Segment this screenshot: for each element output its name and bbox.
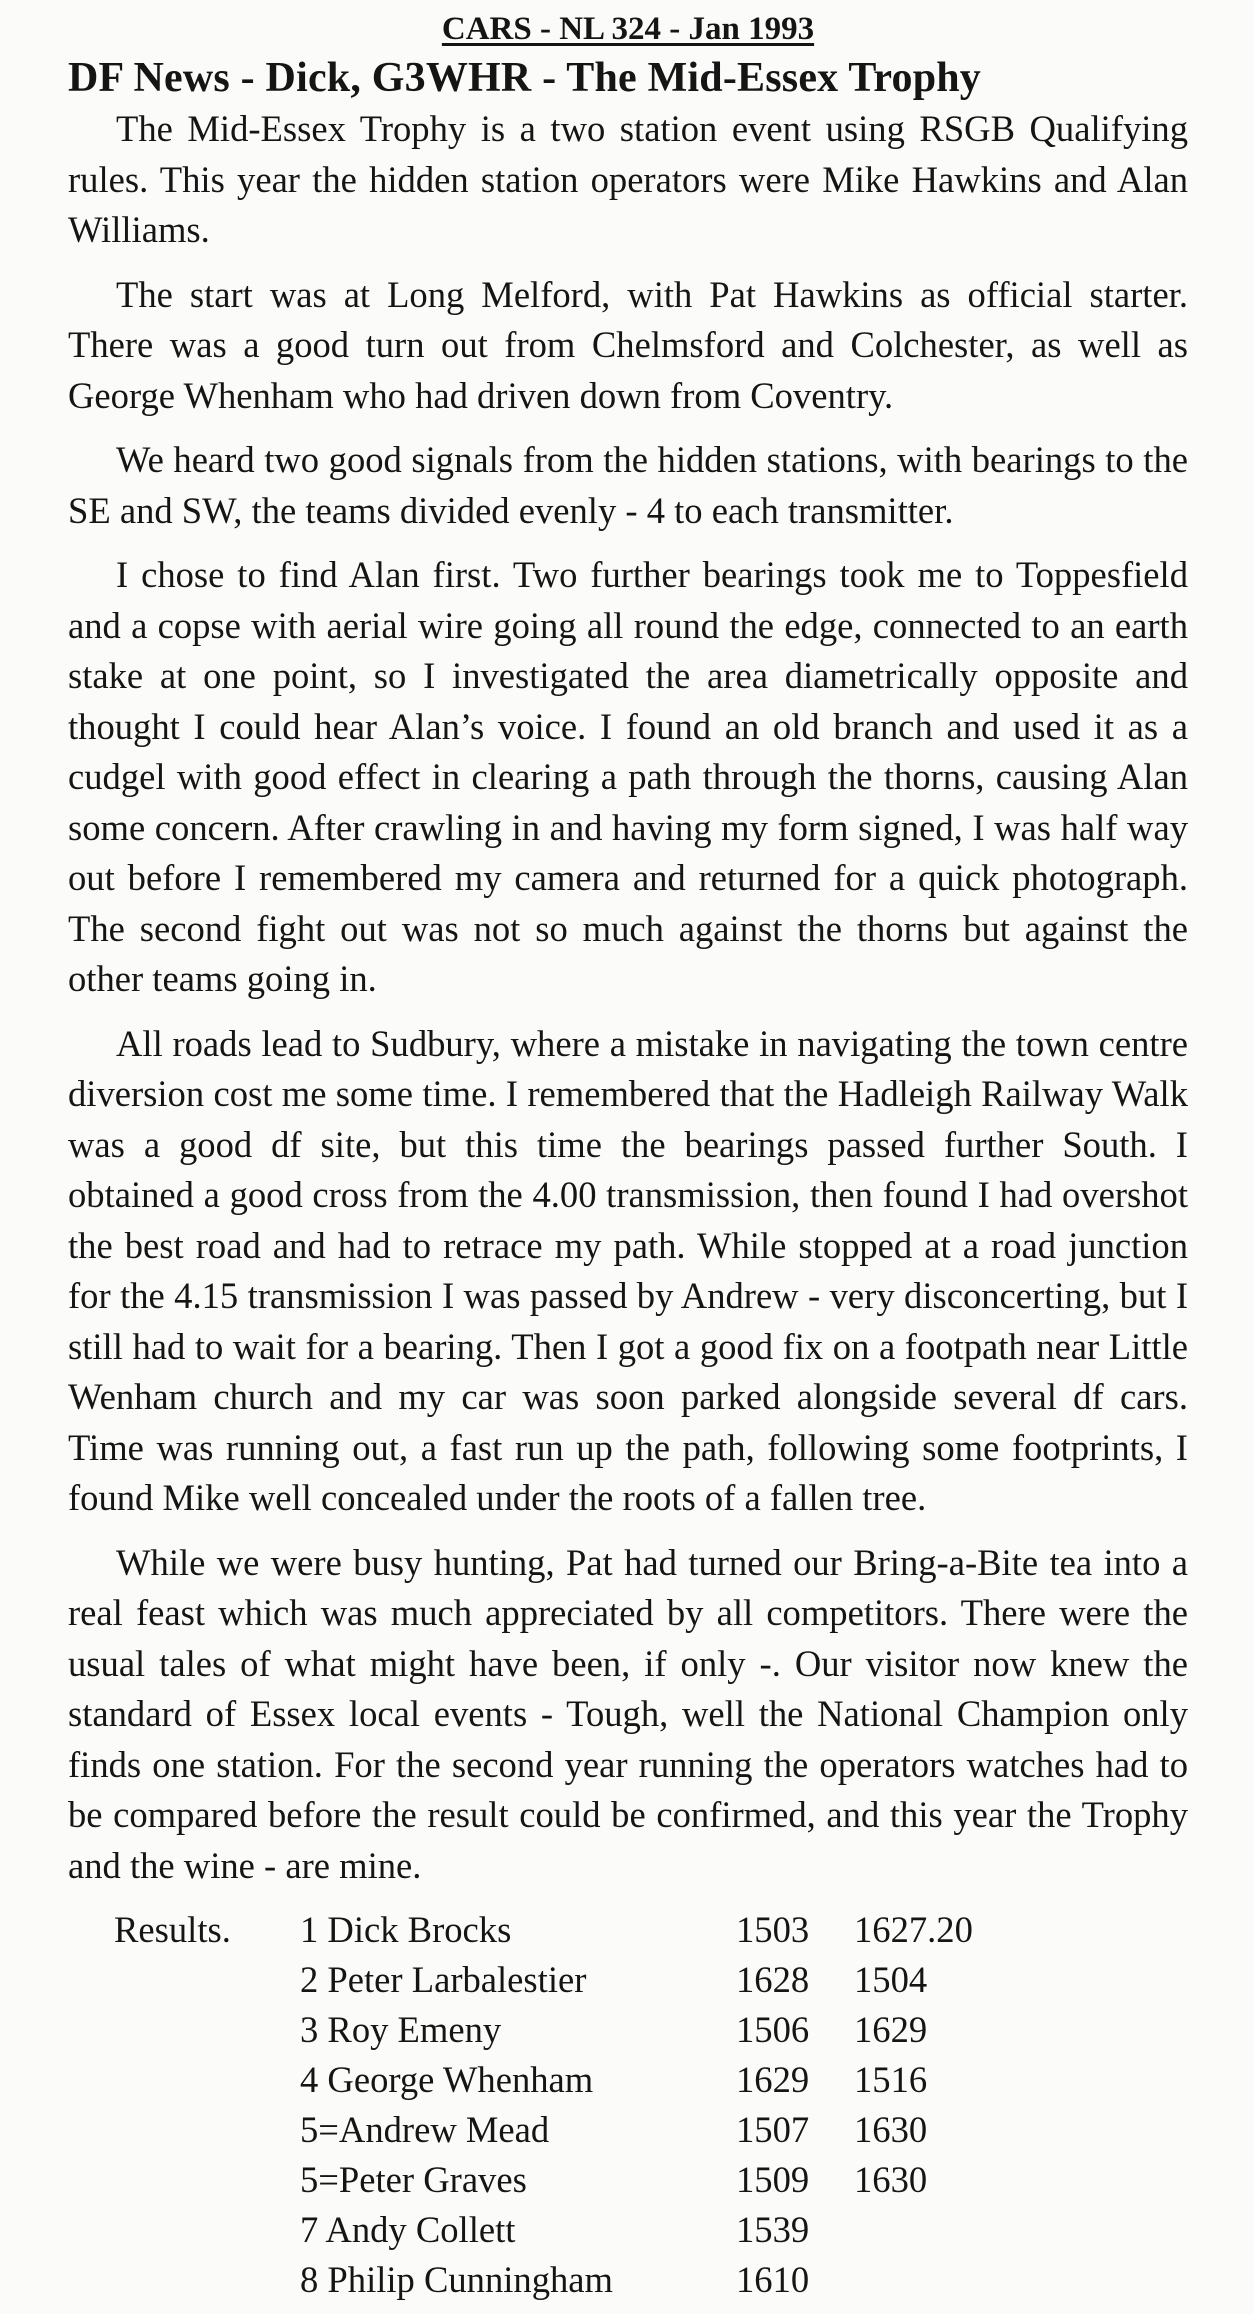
competitor-name: 5=Peter Graves [300,2159,527,2200]
masthead [68,8,1188,50]
first-time: 1539 [736,2209,810,2250]
table-row [300,1955,1014,2005]
table-row [300,2055,1014,2105]
second-time: 1629 [854,2009,928,2050]
competitor-name: 5=Andrew Mead [300,2109,550,2150]
first-time: 1509 [736,2159,810,2200]
competitor-name: 3 Roy Emeny [300,2009,502,2050]
competitor-name: 7 Andy Collett [300,2209,516,2250]
article-paragraph: While we were busy hunting, Pat had turned our Bring-a-Bite tea into a real feast which was much appreciated by all competitors. There were the usual tales of what might have been, if only -. Our visitor now knew the standard of Essex local events - Tough, well the National Champion only finds one station. For the second year running the operators watches had to be compared before the result could be confirmed, and this year the Trophy and the wine - are mine. [68,1541,1188,1886]
second-time: 1516 [854,2059,928,2100]
article-body [68,104,1188,1891]
table-row [300,1905,1014,1955]
first-time: 1629 [736,2059,810,2100]
competitor-name: 4 George Whenham [300,2059,594,2100]
masthead-text: CARS - NL 324 - Jan 1993 [441,11,815,47]
article-paragraph: I chose to find Alan first. Two further bearings took me to Toppesfield and a copse with aerial wire going all round the edge, connected to an earth stake at one point, so I investigated the area diametrically opposite and thought I could hear Alan’s voice. I found an old branch and used it as a cudgel with good effect in clearing a path through the thorns, causing Alan some concern. After crawling in and having my form signed, I was half way out before I remembered my camera and returned for a quick photograph. The second fight out was not so much against the thorns but against the other teams going in. [68,554,1188,999]
first-time: 1506 [736,2009,810,2050]
competitor-name: 8 Philip Cunningham [300,2259,613,2300]
competitor-name: 1 Dick Brocks [300,1909,512,1950]
second-time [854,2205,1014,2255]
second-time: 1627.20 [854,1909,973,1950]
second-time: 1630 [854,2159,928,2200]
first-time: 1610 [736,2259,810,2300]
results-table [300,1905,1014,2305]
article-paragraph: All roads lead to Sudbury, where a mistake in navigating the town centre diversion cost me some time. I remembered that the Hadleigh Railway Walk was a good df site, but this time the bearings passed further South. I obtained a good cross from the 4.00 transmission, then found I had overshot the best road and had to retrace my path. While stopped at a road junction for the 4.15 transmission I was passed by Andrew - very disconcerting, but I still had to wait for a bearing. Then I got a good fix on a footpath near Little Wenham church and my car was soon parked alongside several df cars. Time was running out, a fast run up the path, following some footprints, I found Mike well concealed under the roots of a fallen tree. [68,1022,1188,1518]
second-time: 1504 [854,1959,928,2000]
first-time: 1503 [736,1909,810,1950]
first-time: 1628 [736,1959,810,2000]
table-row [300,2205,1014,2255]
article-paragraph: The start was at Long Melford, with Pat Hawkins as official starter. There was a good turn out from Chelmsford and Colchester, as well as George Whenham who had driven down from Coventry. [68,273,1188,416]
article-headline: DF News - Dick, G3WHR - The Mid-Essex Trophy [68,55,982,101]
competitor-name: 2 Peter Larbalestier [300,1959,587,2000]
article-paragraph: We heard two good signals from the hidden stations, with bearings to the SE and SW, the teams divided evenly - 4 to each transmitter. [68,439,1188,531]
table-row [300,2255,1014,2305]
article-paragraph: The Mid-Essex Trophy is a two station event using RSGB Qualifying rules. This year the hidden station operators were Mike Hawkins and Alan Williams. [68,108,1188,250]
table-row [300,2105,1014,2155]
newsletter-page [68,8,1188,2300]
first-time: 1507 [736,2109,810,2150]
second-time: 1630 [854,2109,928,2150]
second-time [854,2255,1014,2305]
table-row [300,2155,1014,2205]
table-row [300,2005,1014,2055]
results-label: Results. [114,1909,231,1950]
